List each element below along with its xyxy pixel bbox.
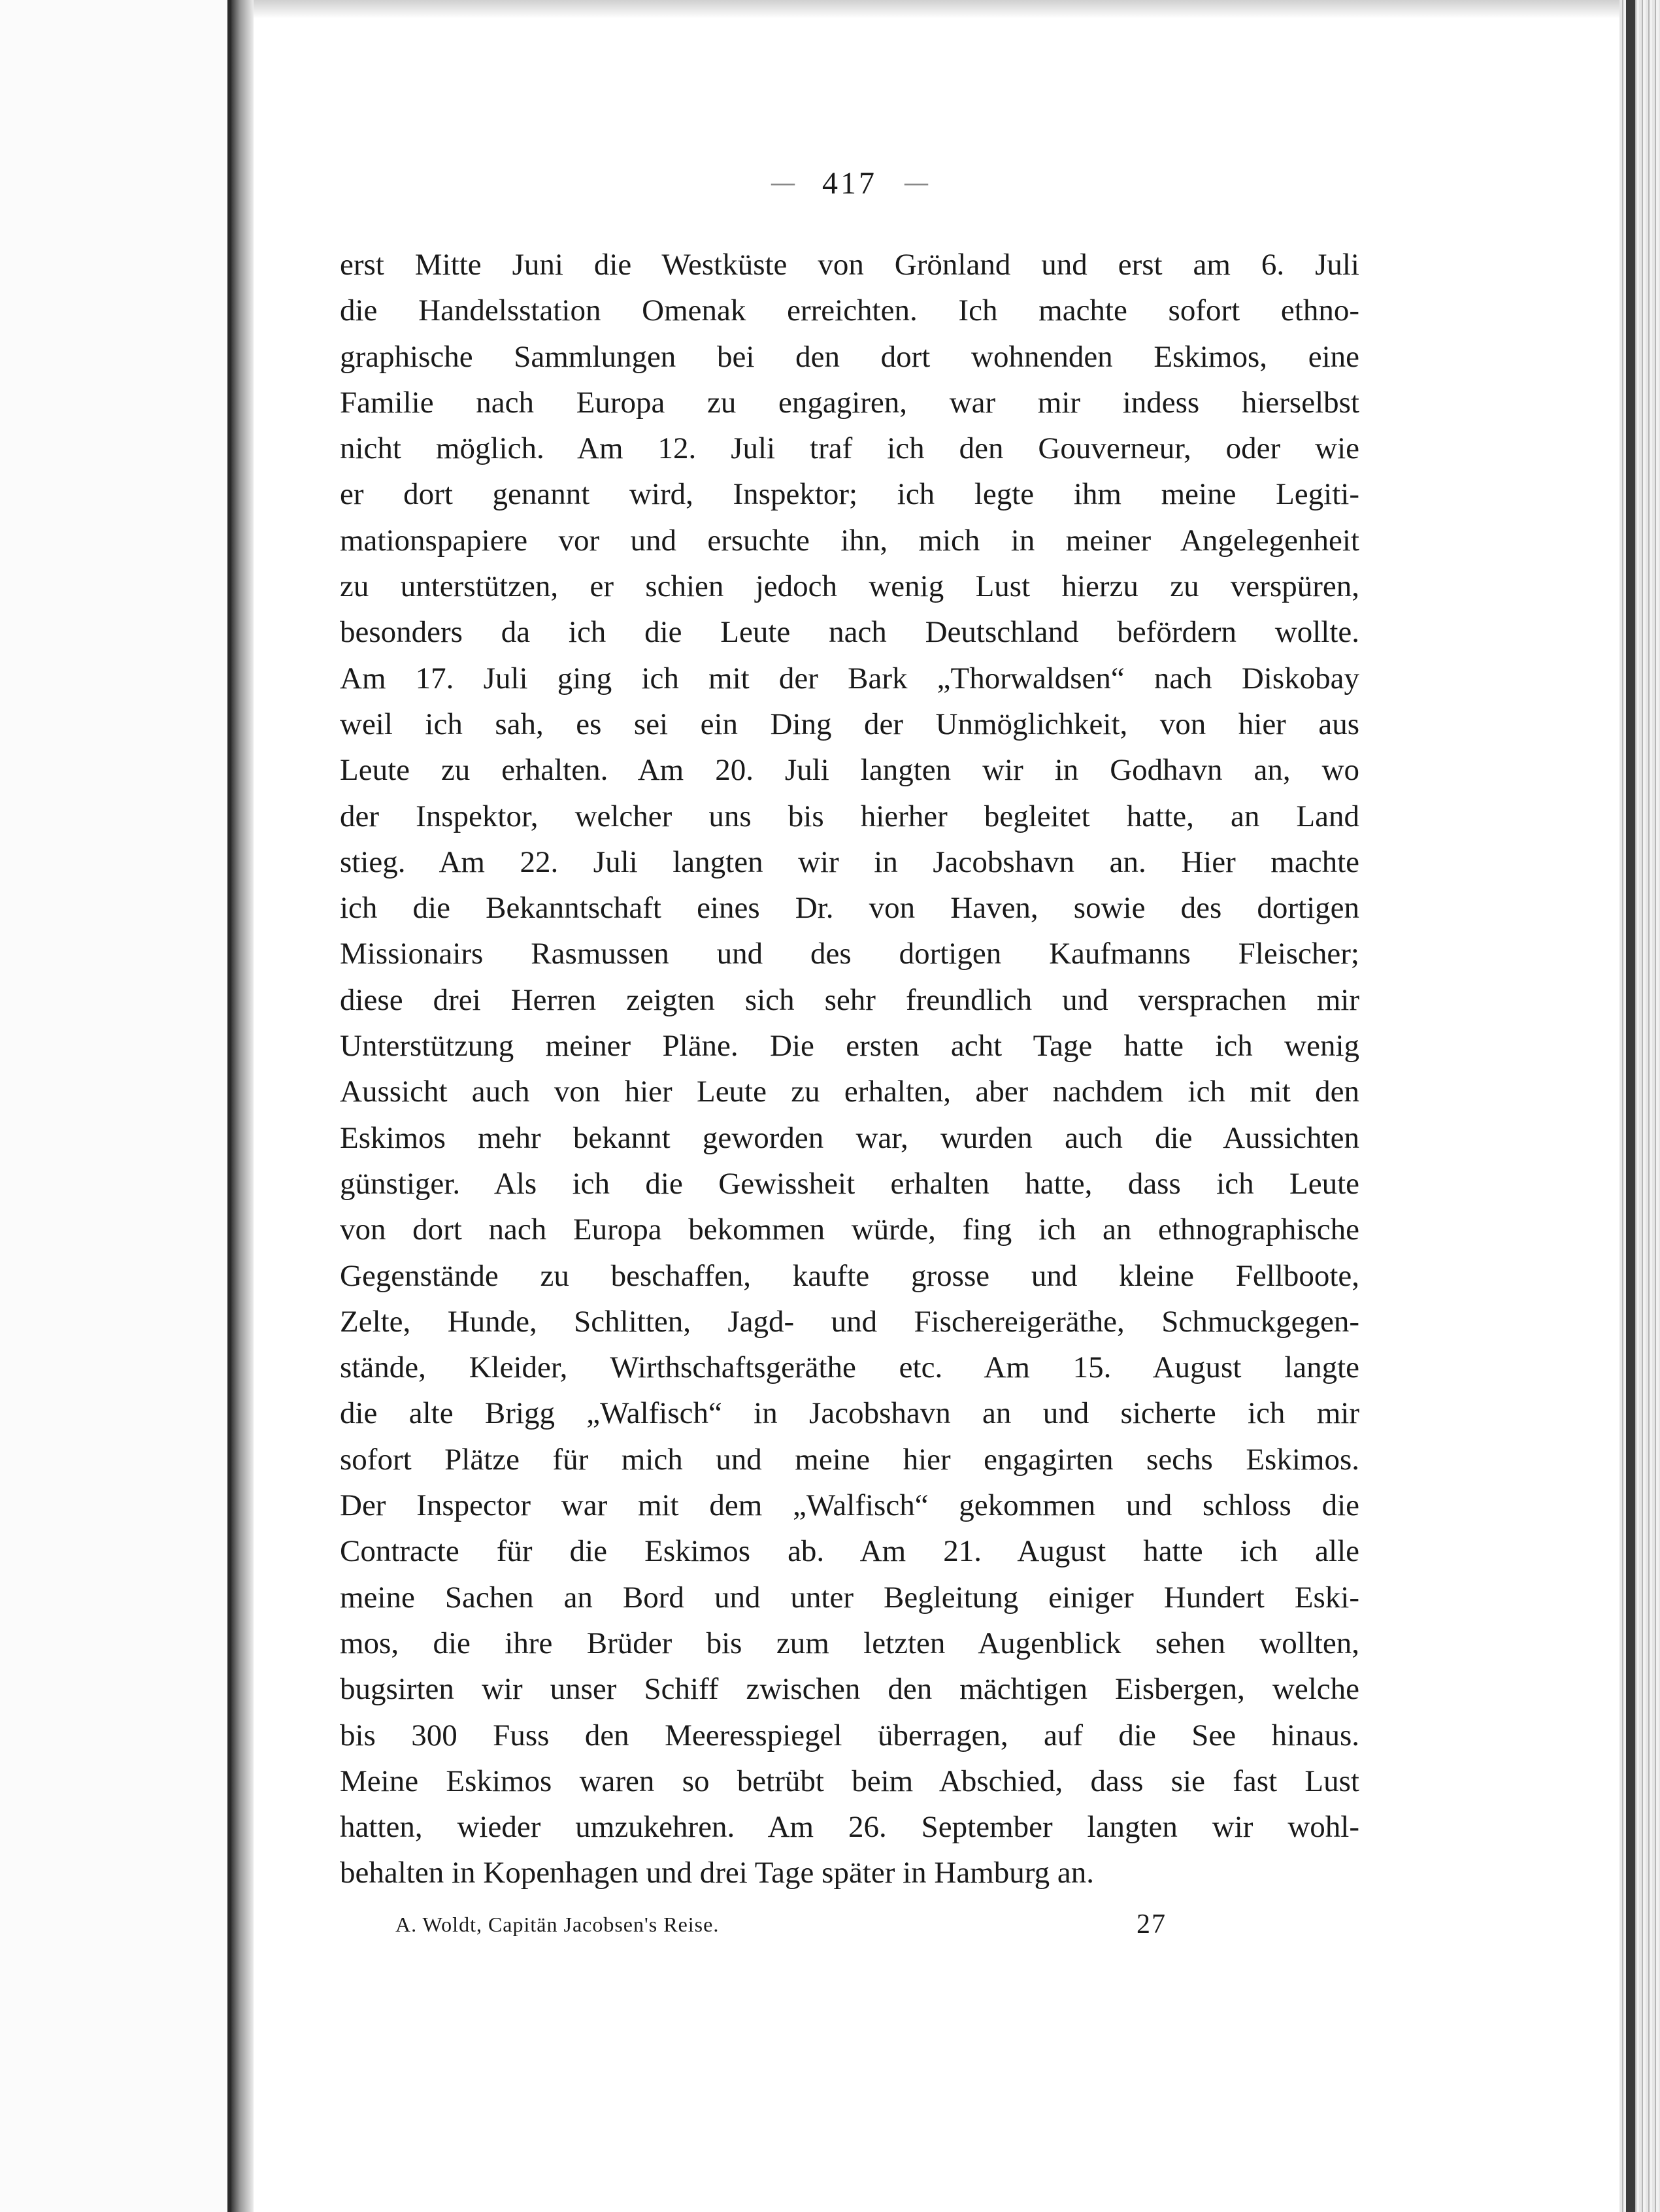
text-line: Leute zu erhalten. Am 20. Juli langten wir in Godhavn an, wo	[340, 753, 1359, 788]
text-line: weil ich sah, es sei ein Ding der Unmöglichkeit, von hier aus	[340, 707, 1359, 741]
text-line: der Inspektor, welcher uns bis hierher begleitet hatte, an Land	[340, 799, 1359, 833]
text-line: Aussicht auch von hier Leute zu erhalten, aber nachdem ich mit den	[340, 1075, 1359, 1109]
text-line: stieg. Am 22. Juli langten wir in Jacobshavn an. Hier machte	[340, 845, 1359, 879]
text-line: Der Inspector war mit dem „Walfisch“ gekommen und schloss die	[340, 1488, 1359, 1523]
page-footer	[395, 1909, 1167, 1948]
text-line: die Handelsstation Omenak erreichten. Ich machte sofort ethno-	[340, 293, 1359, 328]
text-line: Am 17. Juli ging ich mit der Bark „Thorwaldsen“ nach Diskobay	[340, 661, 1359, 695]
text-line: stände, Kleider, Wirthschaftsgeräthe etc. Am 15. August langte	[340, 1350, 1359, 1385]
book-gutter	[231, 0, 254, 2212]
text-line: Unterstützung meiner Pläne. Die ersten acht Tage hatte ich wenig	[340, 1029, 1359, 1064]
header-dash-right: —	[903, 168, 929, 198]
text-line: Gegenstände zu beschaffen, kaufte grosse und kleine Fellboote,	[340, 1258, 1359, 1293]
text-line: hatten, wieder umzukehren. Am 26. September langten wir wohl-	[340, 1810, 1359, 1845]
text-line: nicht möglich. Am 12. Juli traf ich den Gouverneur, oder wie	[340, 431, 1359, 466]
signature-mark: 27	[1137, 1909, 1167, 1939]
printer-signature: A. Woldt, Capitän Jacobsen's Reise.	[395, 1913, 720, 1936]
text-line: bis 300 Fuss den Meeresspiegel überragen, auf die See hinaus.	[340, 1718, 1359, 1752]
text-line: sofort Plätze für mich und meine hier engagirten sechs Eskimos.	[340, 1442, 1359, 1477]
text-line: er dort genannt wird, Inspektor; ich legte ihm meine Legiti-	[340, 477, 1359, 512]
body-text	[340, 242, 1359, 1896]
text-line: ich die Bekanntschaft eines Dr. von Haven, sowie des dortigen	[340, 891, 1359, 926]
text-line: behalten in Kopenhagen und drei Tage später in Hamburg an.	[340, 1856, 1094, 1890]
text-line: erst Mitte Juni die Westküste von Grönland und erst am 6. Juli	[340, 248, 1359, 282]
page-number: 417	[822, 165, 877, 201]
text-line: die alte Brigg „Walfisch“ in Jacobshavn an und sicherte ich mir	[340, 1396, 1359, 1431]
text-line: meine Sachen an Bord und unter Begleitung einiger Hundert Eski-	[340, 1580, 1359, 1615]
text-line: Missionairs Rasmussen und des dortigen Kaufmanns Fleischer;	[340, 937, 1359, 971]
text-line: zu unterstützen, er schien jedoch wenig Lust hierzu zu verspüren,	[340, 569, 1359, 604]
text-line: Zelte, Hunde, Schlitten, Jagd- und Fischereigeräthe, Schmuckgegen-	[340, 1304, 1359, 1339]
page-header	[745, 160, 954, 206]
text-line: Meine Eskimos waren so betrübt beim Abschied, dass sie fast Lust	[340, 1764, 1359, 1798]
scan-top-edge	[254, 0, 1626, 18]
text-line: besonders da ich die Leute nach Deutschland befördern wollte.	[340, 615, 1359, 650]
text-line: Contracte für die Eskimos ab. Am 21. August hatte ich alle	[340, 1534, 1359, 1569]
text-line: günstiger. Als ich die Gewissheit erhalten hatte, dass ich Leute	[340, 1166, 1359, 1201]
text-line: bugsirten wir unser Schiff zwischen den mächtigen Eisbergen, welche	[340, 1672, 1359, 1707]
text-line: von dort nach Europa bekommen würde, fing ich an ethnographische	[340, 1213, 1359, 1247]
text-line: Eskimos mehr bekannt geworden war, wurden auch die Aussichten	[340, 1120, 1359, 1155]
text-line: diese drei Herren zeigten sich sehr freundlich und versprachen mir	[340, 982, 1359, 1017]
text-line: graphische Sammlungen bei den dort wohnenden Eskimos, eine	[340, 339, 1359, 374]
previous-page-fragment	[0, 0, 229, 2212]
page-stack-shadow	[1626, 0, 1635, 2212]
text-line: Familie nach Europa zu engagiren, war mir indess hierselbst	[340, 385, 1359, 420]
text-line: mationspapiere vor und ersuchte ihn, mich in meiner Angelegenheit	[340, 523, 1359, 558]
header-dash-left: —	[770, 168, 796, 198]
text-line: mos, die ihre Brüder bis zum letzten Augenblick sehen wollten,	[340, 1626, 1359, 1660]
